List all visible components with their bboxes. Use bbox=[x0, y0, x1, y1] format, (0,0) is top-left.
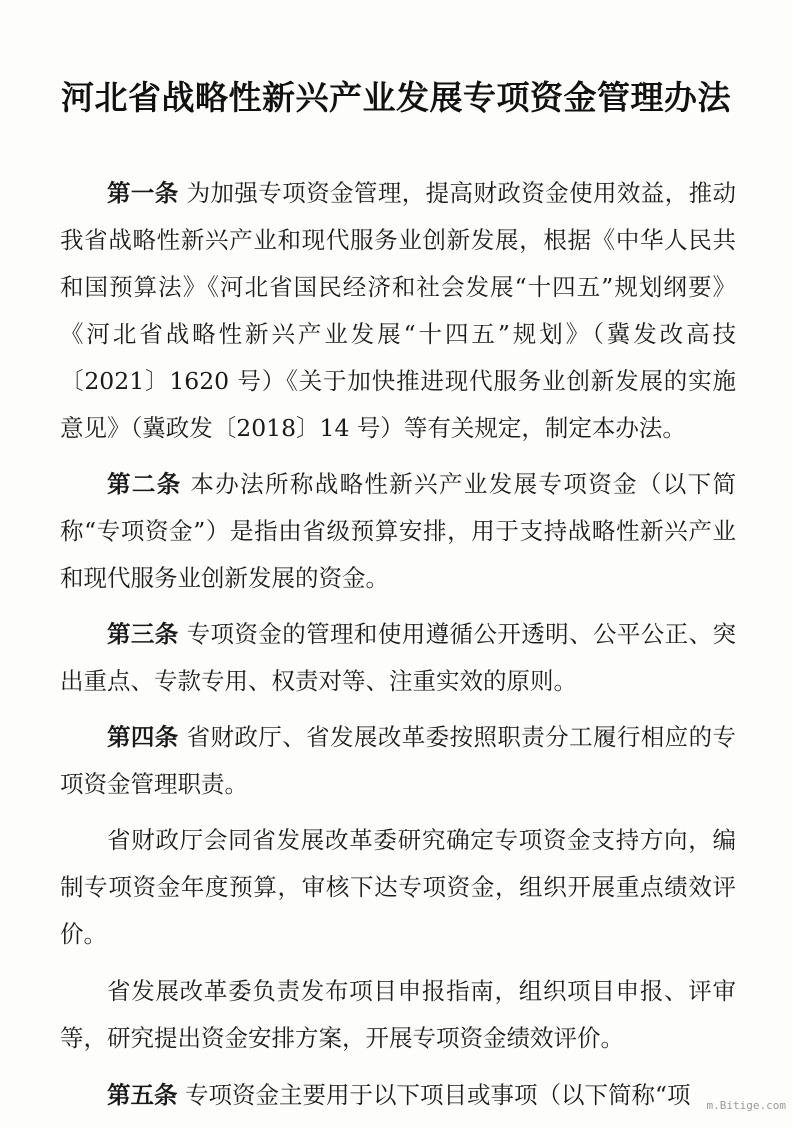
paragraph-article-4 bbox=[60, 714, 736, 808]
paragraph-text: 省财政厅会同省发展改革委研究确定专项资金支持方向，编制专项资金年度预算，审核下达专项资金，组织开展重点绩效评价。 bbox=[60, 826, 736, 948]
paragraph-development-duties bbox=[60, 968, 736, 1062]
paragraph-text: 省发展改革委负责发布项目申报指南，组织项目申报、评审等，研究提出资金安排方案，开展专项资金绩效评价。 bbox=[60, 977, 736, 1052]
paragraph-article-3 bbox=[60, 611, 736, 705]
watermark: m.Bitige.com bbox=[706, 1099, 786, 1112]
article-number: 第五条 bbox=[107, 1081, 178, 1109]
paragraph-finance-duties bbox=[60, 817, 736, 958]
article-text: 专项资金主要用于以下项目或事项（以下简称“项 bbox=[177, 1081, 691, 1109]
document-body bbox=[60, 170, 736, 1128]
document-title: 河北省战略性新兴产业发展专项资金管理办法 bbox=[61, 78, 731, 117]
article-number: 第一条 bbox=[107, 179, 179, 207]
article-number: 第三条 bbox=[107, 620, 179, 648]
article-text: 为加强专项资金管理，提高财政资金使用效益，推动我省战略性新兴产业和现代服务业创新发展，根据《中华人民共和国预算法》《河北省国民经济和社会发展“十四五”规划纲要》《河北省战略性新兴产业发展“十四五”规划》（冀发改高技〔2021〕1620 号）《关于加快推进现代服务业创新发展的实施意见》（冀政发〔2018〕14 号）等有关规定，制定本办法。 bbox=[60, 179, 736, 442]
article-number: 第二条 bbox=[107, 470, 182, 498]
paragraph-article-1 bbox=[60, 170, 736, 452]
paragraph-article-5 bbox=[60, 1072, 736, 1119]
article-text: 省财政厅、省发展改革委按照职责分工履行相应的专项资金管理职责。 bbox=[60, 723, 736, 798]
article-text: 本办法所称战略性新兴产业发展专项资金（以下简称“专项资金”）是指由省级预算安排，用于支持战略性新兴产业和现代服务业创新发展的资金。 bbox=[60, 470, 736, 592]
article-text: 专项资金的管理和使用遵循公开透明、公平公正、突出重点、专款专用、权责对等、注重实效的原则。 bbox=[60, 620, 736, 695]
article-number: 第四条 bbox=[107, 723, 179, 751]
paragraph-article-2 bbox=[60, 461, 736, 602]
